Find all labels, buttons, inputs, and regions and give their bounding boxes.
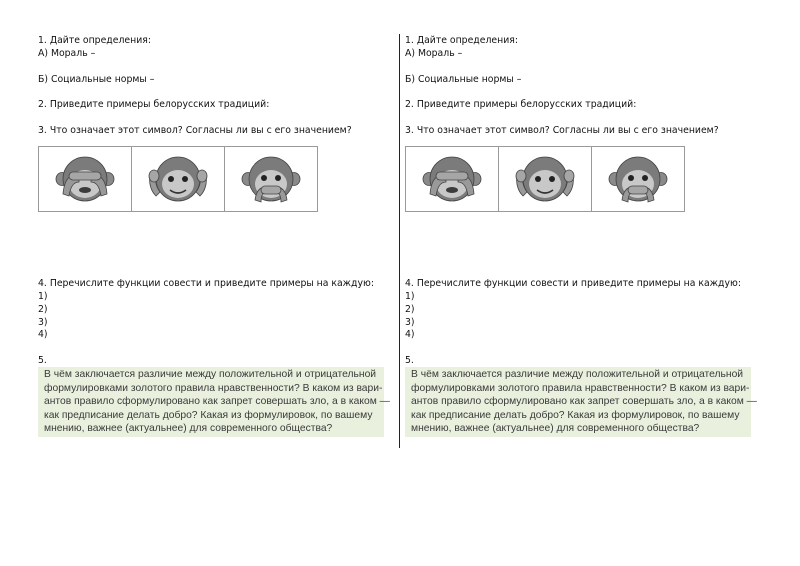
question-1-b: Б) Социальные нормы – <box>38 74 155 85</box>
question-5-line-5: мнению, важнее (актуальнее) для современного общества? <box>411 423 700 435</box>
question-3: 3. Что означает этот символ? Согласны ли вы с его значением? <box>38 125 352 136</box>
question-1-a: А) Мораль – <box>38 48 96 59</box>
question-4-item-3: 3) <box>38 317 48 328</box>
three-monkeys-image <box>38 146 318 212</box>
three-monkeys-image <box>405 146 685 212</box>
question-3: 3. Что означает этот символ? Согласны ли вы с его значением? <box>405 125 719 136</box>
question-4-item-4: 4) <box>38 329 48 340</box>
speak-no-evil-monkey-icon <box>592 147 684 211</box>
question-5-line-4: как предписание делать добро? Какая из формулировок, по вашему <box>44 409 373 421</box>
see-no-evil-monkey-icon <box>39 147 132 211</box>
question-4-item-2: 2) <box>38 304 48 315</box>
question-5-box <box>405 367 757 437</box>
question-5-line-2: формулировками золотого правила нравственности? В каком из вари- <box>411 382 750 394</box>
question-4-item-3: 3) <box>405 317 415 328</box>
question-1-b: Б) Социальные нормы – <box>405 74 522 85</box>
question-4-item-2: 2) <box>405 304 415 315</box>
question-4: 4. Перечислите функции совести и приведите примеры на каждую: <box>38 278 374 289</box>
question-5-line-3: антов правило сформулировано как запрет совершать зло, а в каком — <box>44 396 390 408</box>
see-no-evil-monkey-icon <box>406 147 499 211</box>
question-5-line-3: антов правило сформулировано как запрет совершать зло, а в каком — <box>411 396 757 408</box>
question-4: 4. Перечислите функции совести и приведите примеры на каждую: <box>405 278 741 289</box>
question-5-line-1: В чём заключается различие между положительной и отрицательной <box>44 369 377 380</box>
question-2: 2. Приведите примеры белорусских традиций: <box>405 99 637 110</box>
page-divider <box>399 34 400 448</box>
question-5-number: 5. <box>38 355 47 366</box>
question-5-line-5: мнению, важнее (актуальнее) для современного общества? <box>44 423 333 435</box>
question-4-item-1: 1) <box>405 291 415 302</box>
hear-no-evil-monkey-icon <box>499 147 592 211</box>
question-4-item-1: 1) <box>38 291 48 302</box>
question-4-item-4: 4) <box>405 329 415 340</box>
question-1-title: 1. Дайте определения: <box>405 35 518 46</box>
question-5-line-4: как предписание делать добро? Какая из формулировок, по вашему <box>411 409 740 421</box>
question-2: 2. Приведите примеры белорусских традиций: <box>38 99 270 110</box>
question-1-title: 1. Дайте определения: <box>38 35 151 46</box>
question-5-line-2: формулировками золотого правила нравственности? В каком из вари- <box>44 382 383 394</box>
hear-no-evil-monkey-icon <box>132 147 225 211</box>
question-1-a: А) Мораль – <box>405 48 463 59</box>
question-5-number: 5. <box>405 355 414 366</box>
speak-no-evil-monkey-icon <box>225 147 317 211</box>
question-5-box <box>38 367 390 437</box>
question-5-line-1: В чём заключается различие между положительной и отрицательной <box>411 369 744 380</box>
